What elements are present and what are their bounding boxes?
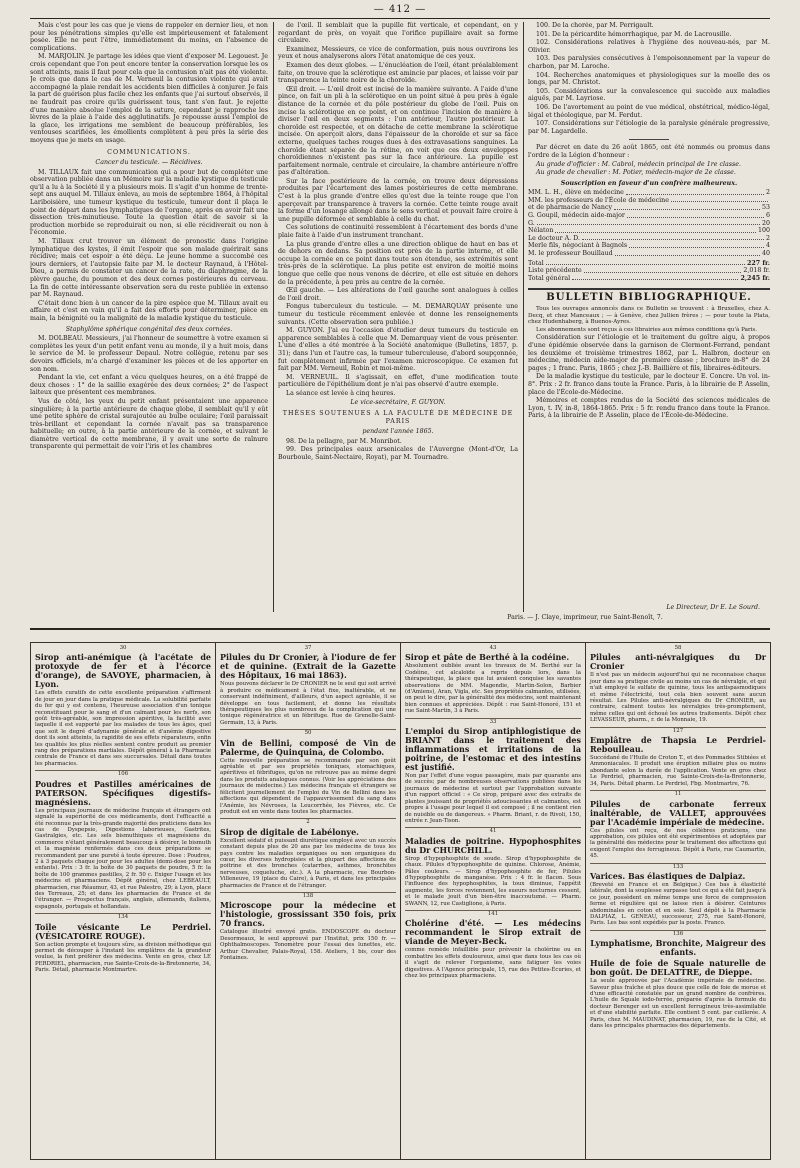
article-column-1: [30, 22, 268, 622]
advert-title: Huile de foie de Squale naturelle de bon goût. De DELATTRE, de Dieppe.: [590, 958, 766, 978]
advert-body: Ces pilules ont reçu, de nos célèbres praticiens, une approbation, ces pilules ont été expérimentées et adoptées par la généralité des médecins pour le traitement des affections qui exigent l'emploi des ferrugineux. Dépôt à Paris, rue Caumartin, 45.: [590, 827, 766, 860]
paragraph: Au grade d'officier : M. Cabrol, médecin principal de 1re classe.: [536, 160, 741, 168]
paragraph: Fongus tuberculeux du testicule. — M. DEMARQUAY présente une tumeur du testicule récemment enlevée et donne les renseignements suivants. (Cette observation sera publiée.): [278, 303, 518, 326]
paragraph: Examen des deux globes. — L'énucléation de l'œil, étant préalablement faite, on trouve que la sclérotique est amincie par places, et laisse voir par transparence la teinte noire de la choroïde.: [278, 61, 518, 85]
paragraph: Pendant la vie, cet enfant a vécu quelques heures, on a été frappé de deux choses : 1° de la saillie exagérée des deux cornées; 2° de l'aspect laiteux que présentent ces membranes.: [30, 374, 268, 397]
subscription-amount: 20: [761, 219, 770, 227]
advert: [405, 917, 581, 982]
paragraph: La plus grande d'entre elles a une direction oblique de haut en bas et de dehors en dedans. Sa position est près de la partie interne, et elle occupe la cornée en ce point dans toute son étendue, ses extrémités sont très-près de la sclérotique. La plus petite est environ de moitié moins longue que celle que nous venons de décrire, et elle est située en dehors de la précédente, à peu près au centre de la cornée.: [278, 240, 518, 286]
advert-number: 30: [119, 645, 127, 651]
subscription-row: [528, 204, 770, 212]
advert-title: Sirop et pâte de Berthé à la codéine.: [405, 652, 570, 663]
advert: [590, 870, 766, 931]
advert: [35, 921, 211, 977]
advert-title: Sirop anti-anémique (à l'acétate de protoxyde de fer et à l'écorce d'orange), de SAVOYE, pharmacien, à Lyon.: [35, 652, 211, 690]
advert: [590, 798, 766, 864]
total-label: Total: [528, 259, 544, 267]
section-heading: THÈSES SOUTENUES A LA FACULTÉ DE MÉDECINE DE PARIS: [282, 410, 514, 425]
subsection-heading: pendant l'année 1865.: [362, 428, 434, 436]
subscription-totals: [528, 260, 770, 283]
thesis-item: 101. De la péricardite hémorrhagique, par M. de Lacrousille.: [536, 30, 732, 38]
grand-total-value: 2,245 fr.: [740, 274, 770, 282]
thesis-item: 105. Considérations sur la convalescence qui succède aux maladies aiguës, par M. Layriose.: [528, 87, 770, 103]
subscription-amount: 53: [761, 204, 770, 212]
advert-title: Maladies de poitrine. Hypophosphites du Dr CHURCHILL.: [405, 835, 581, 855]
section-rule: [30, 628, 770, 630]
paragraph: M. VERNEUIL. Il s'agissait, en effet, d'une modification toute particulière de l'épithélium dont je n'ai pas observé d'autre exemple.: [278, 373, 518, 389]
paragraph: Examinez, Messieurs, ce vice de conformation, puis nous ouvrirons les yeux et nous analyserons alors l'état anatomique de ces yeux.: [278, 45, 518, 61]
advert-title: Microscope pour la médecine et l'histologie, grossissant 350 fois, prix 70 francs.: [220, 900, 396, 929]
advert-column-3: [400, 642, 586, 1160]
paragraph: de l'œil. Il semblait que la pupille fût verticale, et cependant, en y regardant de près, on voyait que l'orifice pupillaire avait sa forme circulaire.: [278, 22, 518, 45]
advert-title: Sirop de digitale de Labélonye.: [220, 826, 359, 837]
subscriber-name: MM. les professeurs de l'École de médecine: [528, 196, 669, 204]
subscription-amount: 4: [765, 242, 770, 250]
subscriber-name: Nélaton: [528, 227, 554, 235]
advert-title: Varices. Bas élastiques de Dalpiaz.: [590, 870, 746, 881]
advert-number: 136: [672, 930, 684, 937]
paragraph: Par décret en date du 26 août 1865, ont été nommés ou promus dans l'ordre de la Légion d'honneur :: [528, 144, 770, 159]
advert-number: 106: [117, 771, 129, 778]
advert: [405, 835, 581, 911]
advert-body: Absolument oubliée avant les travaux de M. Berthé sur la Codéine, cet alcaloïde a repris depuis lors, dans la thérapeutique, la place que lui avaient conquise les savantes observations de MM. Magendie, Martin-Solon, Barbier (d'Amiens), Aran, Vigla, etc. Ses propriétés calmantes, utilisées, on peut le dire, par la généralité des médecins, sont maintenant bien connues et appréciées. Dépôt : rue Saint-Honoré, 151 et rue Saint-Martin, 3 à Paris.: [405, 663, 581, 715]
subscriber-name: MM. L. H., élève en médecine: [528, 189, 624, 197]
column-divider: [273, 22, 274, 612]
subscriber-name: M. le professeur Bouillaud: [528, 250, 613, 258]
paragraph: Mais c'est pour les cas que je viens de rappeler en dernier lieu, et non pour les pénétrations simples qu'elle est impérieusement et fatalement posée. Elle ne peut l'être, immédiatement du moins, en l'absence de complications.: [30, 22, 268, 52]
advert-number: 41: [489, 828, 497, 835]
advert: [220, 651, 396, 730]
subsection-heading: Souscription en faveur d'un confrère malheureux.: [560, 179, 738, 187]
advert-number: 33: [489, 718, 497, 725]
advert-column-1: [30, 642, 216, 1160]
thesis-item: 98. De la pellagre, par M. Monribot.: [286, 437, 402, 445]
paragraph: M. Tillaux crut trouver un élément de pronostic dans l'origine lymphatique des kystes, il émit l'espoir que son malade guérirait sans récidive; mais cet espoir a été déçu. Le jeune homme a succombé ces jours derniers, et l'autopsie faite par M. le docteur Raynaud, à l'Hôtel-Dieu, a permis de constater un cancer de la rate, du diaphragme, de la plèvre gauche, du poumon et des deux cornes postérieures du cerveau. La fin de cette intéressante observation sera du reste publiée in extenso par M. Raynaud.: [30, 238, 268, 299]
advert-number: 138: [302, 892, 314, 899]
subscription-amount: 40: [761, 250, 770, 258]
advert-body: Sirop d'hypophosphite de soude. Sirop d'hypophosphite de chaux. Pilules d'hypophosphite de quinine. Chlorose, Anémie, Pâles couleurs. — Sirop d'hypophosphite de fer, Pilules d'hypophosphite de manganèse. Prix : 4 fr. le flacon. Sous l'influence des hypophosphites, la toux diminue, l'appétit augmente, les forces reviennent, les sueurs nocturnes cessent, et le malade jouit d'un bien-être inaccoutumé. — Pharm. SWANN, 12, rue Castiglione, à Paris.: [405, 855, 581, 907]
bibliography-entry: Considération sur l'étiologie et le traitement du goître aigu, à propos d'une épidémie observée dans la garnison de Clermont-Ferrand, pendant les deuxième et troisième trimestres 1862, par L. Halbron, docteur en médecine, médecin aide-major de première classe ; brochure in-8° de 24 pages ; 1 franc. Paris, 1865 ; chez J.-B. Baillière et fils, libraires-éditeurs.: [528, 334, 770, 372]
grand-total-label: Total général: [528, 274, 571, 282]
subscription-amount: 100: [757, 227, 770, 235]
advert: [35, 778, 211, 915]
subscription-row: [528, 212, 770, 220]
paragraph: Œil gauche. — Les altérations de l'œil gauche sont analogues à celles de l'œil droit.: [278, 287, 518, 302]
bibliography-entry: Mémoires et comptes rendus de la Société des sciences médicales de Lyon, t. IV, in-8, 1864-1865. Prix : 5 fr. rendu franco dans toute la France. Paris, à la librairie de P. Asselin, place de l'École-de-Médecine.: [528, 397, 770, 420]
subscription-row: [528, 235, 770, 243]
advert: [220, 826, 396, 893]
advert: [220, 737, 396, 820]
article-column-3: [528, 22, 770, 607]
advert-column-4: [585, 642, 771, 1160]
advert-number: 43: [489, 645, 497, 651]
advert-title: Emplâtre de Thapsia Le Perdriel-Reboulleau.: [590, 735, 766, 755]
paragraph: Sur la face postérieure de la cornée, on trouve deux dépressions produites par l'écartement des lames postérieures de cette membrane. C'est à la plus grande d'entre elles qu'est due la teinte rouge que l'on aperçevait par transparence à travers la cornée. Cette teinte rouge avait la forme d'un losange allongé dans le sens vertical et pouvait faire croire à une pupille déformée et semblable à celle du chat.: [278, 177, 518, 223]
thesis-item: 100. De la chorée, par M. Perrigault.: [536, 22, 654, 29]
advert-number: 127: [672, 727, 684, 734]
signature: Le vice-secrétaire, F. GUYON.: [350, 398, 446, 406]
advert-body: Les effets curatifs de cette excellente préparation s'affirment de jour en jour dans la pratique médicale. La solubilité parfaite du fer qui y est contenu, l'heureuse association d'un tonique reconstituant pour le sang et d'un calmant pour les nerfs, son goût très-agréable, son impression apéritive, la facilité avec laquelle il est supporté par les malades de tous les âges, quel que soit le degré d'adynamie générale et d'anémie digestive dont ils sont atteints, la rapidité de ses effets réparateurs, enfin les qualités les plus réelles sentent contre produit au premier rang des préparations martiales. Dépôt général à la Pharmacie centrale de France et dans ses succursales. Détail dans toutes les pharmacies.: [35, 690, 211, 767]
advert-number: 11: [674, 791, 682, 798]
thesis-item: 104. Recherches anatomiques et physiologiques sur la moelle des os longs, par M. Christot.: [528, 71, 770, 87]
advert-number: 141: [487, 910, 499, 917]
advert: [220, 899, 396, 964]
advert-body: Non par l'effet d'une vogue passagère, mais par quarante ans de succès; par de nombreuses observations publiées dans les journaux de médecine et surtout par l'approbation suivante d'un rapport officiel : « Ce sirop, préparé avec des extraits de plantes jouissant de propriétés adoucissantes et calmantes, est propre à l'usage pour lequel il est composé ; il ne contient rien de nuisible ou de dangereux. » Pharm. Briant, r. de Rivoli, 150, entrée r. Jean-Tison.: [405, 773, 581, 824]
advert-body: Son action prompte et toujours sûre, sa division méthodique qui permet de découper à l'instant les emplâtres de la grandeur voulue, la font préférer des médecins. Vente en gros, chez LE PERDRIEL, pharmacien, rue Sainte-Croix-de-la-Bretonnerie, 34, Paris. Détail, pharmacie Montmartre.: [35, 941, 211, 974]
advert-number: 134: [117, 914, 129, 921]
article-column-2: [278, 22, 518, 622]
advert-body: Catalogue illustré envoyé gratis. ENDOSCOPE du docteur Desormeaux, le seul approuvé par l'Institut, prix 150 fr. — Ophthalmoscopes. Tonomètre pour l'essai des lunettes, etc. Arthur Chevalier, Palais-Royal, 158. Ateliers, 1 bis, cour des Fontaines.: [220, 929, 396, 961]
paragraph: Au grade de chevalier : M. Potier, médecin-major de 2e classe.: [536, 169, 736, 177]
advert-body: La seule approuvée par l'Académie impériale de médecine. Saveur plus fraîche et plus douce que celle de foie de morue et d'une efficacité constatée par un grand nombre de confrères. L'huile de Squale iodo-ferrée, préparée d'après la formule du docteur Berenger est un excellent ferrugineux très-assimilable et d'une stabilité parfaite. Elle contient 5 cent. par cuillerée. A Paris, chez M. MAUDINAT, pharmacien, 19, rue de la Cité, et dans les principales pharmacies des départements.: [590, 978, 766, 1030]
grand-total-row: [528, 275, 770, 283]
advert-number: 50: [304, 730, 312, 737]
advert-column-2: [215, 642, 401, 1160]
previous-label: Liste précédente: [528, 267, 582, 275]
paragraph: Ces solutions de continuité ressemblent à l'écartement des bords d'une plaie faite à l'aide d'un instrument tranchant.: [278, 224, 518, 240]
previous-value: 2,018 fr.: [743, 267, 770, 275]
advert-body: Il n'est pas un médecin aujourd'hui qui ne reconnaisse chaque jour dans sa pratique civile au moins un cas de névralgie, et qui n'ait employé le sulfate de quinine, tous les antispasmodiques et même l'électricité, tout cela bien souvent sans aucun résultat. Les Pilules anti-névralgiques du Dr CRONIER, au contraire, calment toutes les névralgies très-promptement, même celles qui ont échoué les autres traitements. Dépôt chez LEVASSEUR, pharm., r. de la Monnaie, 19.: [590, 672, 766, 724]
thesis-item: 103. Des paralysies consécutives à l'empoisonnement par la vapeur de charbon, par M. Laroche.: [528, 55, 770, 70]
subscriber-name: et de pharmacie de Nancy: [528, 204, 613, 212]
advert-title: Cholérine d'été. — Les médecins recommandent le Sirop extrait de viande de Meyer-Beck.: [405, 918, 581, 947]
printer-imprint: Paris. — J. Claye, imprimeur, rue Saint-Benoît, 7.: [507, 614, 663, 621]
advert-body: Nous pouvons déclarer le Dr CRONIER ne le seul qui soit arrivé à produire ce médicament à l'état fixe, inaltérable, et ne conservant indéfiniment, d'ailleurs, d'un aspect agréable, il se développe en tous facilement, et donne les résultats thérapeutiques les plus nombreux de la complication qui une tonique régénératrice et un fébrifuge. Rue de Grenelle-Saint-Germain, 13, à Paris.: [220, 681, 396, 726]
subscription-row: [528, 242, 770, 250]
subscription-list: [528, 189, 770, 257]
bibliography-entry: De la maladie kystique du testicule, par le docteur E. Concre. Un vol. in-8°. Prix : 2 fr. franco dans toute la France. Paris, à la librairie de P. Asselin, place de l'École-de-Médecine.: [528, 373, 770, 396]
section-heading: COMMUNICATIONS.: [107, 148, 191, 156]
page-number: — 412 —: [373, 4, 427, 15]
subscription-amount: 2: [765, 234, 770, 242]
paragraph: C'était donc bien à un cancer de la pire espèce que M. Tillaux avait eu affaire et c'est en vain qu'il a fait des efforts pour déterminer, pièce en main, la bénignité ou la malignité de la maladie kystique du testicule.: [30, 299, 268, 322]
subscription-row: [528, 250, 770, 258]
advert-title: Toile vésicante Le Perdriel. (VÉSICATOIRE ROUGE).: [35, 921, 211, 941]
divider: [629, 139, 669, 140]
advert-number: 58: [674, 645, 682, 651]
total-value: 227 fr.: [747, 259, 770, 267]
advert-title: L'emploi du Sirop antiphlogistique de BRIANT dans le traitement des inflammations et irritations de la poitrine, de l'estomac et des intestins est justifié.: [405, 726, 581, 773]
subscriber-name: Merle fils, négociant à Bagnols: [528, 242, 628, 250]
thesis-item: 102. Considérations relatives à l'hygiène des nouveau-nés, par M. Olivier.: [528, 39, 770, 54]
advert-body: Les principaux journaux de médecine français et étrangers ont signalé la supériorité de ces médicaments, dont l'efficacité a été reconnue par la très-grande majorité des praticiens dans les cas de Dyspepsie, Digestions laborieuses, Gastrites, Gastralgies, etc. Les sels bismuthiques et magnésiens du commerce n'étant généralement beaucoup à désirer, le bismuth et la magnésie renfermés dans ces deux préparations se recommandent par une pureté à toute épreuve. Dose : Poudres, 2 à 3 paquets chaque jour pour les adultes (demi-dose pour les enfants). Prix : 3 fr. la boîte de 30 paquets de poudre, 5 fr. la boîte de 100 grammes pastilles, 2 fr. 50 c. Exiger l'usage et les médecins et pharmaciens. Dépôt général, chez LEBEAULT, pharmacien, rue Réaumur, 43, et rue Palestro, 29; à Lyon, place des Terreaux, 25; et dans les pharmacies de France et de l'étranger. — Prospectus français, anglais, allemands, italiens, espagnols, portugais et hollandais.: [35, 807, 211, 910]
advert-body: Cette nouvelle préparation se recommande par son goût agréable et par ses propriétés toniques, stomachiques, apéritives et fébrifuges, qu'on ne retrouve pas au même degré dans les produits analogues connus. (Voir les appréciations des journaux de médecine.) Les médecins français et étrangers se félicitent journellement de l'emploi du Vin de Bellini dans les affections qui dépendent de l'appauvrissement du sang dans l'Anémie, les Névroses, la Leucorrhée, les Fièvres, etc. Ce produit est en vente dans toutes les pharmacies.: [220, 757, 396, 815]
thesis-item: 107. Considérations sur l'étiologie de la paralysie générale progressive, par M. Lagardelle.: [528, 120, 770, 135]
paragraph: La séance est levée à cinq heures.: [286, 389, 396, 397]
advert: [590, 734, 766, 791]
subscription-amount: 6: [765, 212, 770, 220]
subsection-heading: Cancer du testicule. — Récidives.: [95, 159, 203, 167]
subscription-row: [528, 189, 770, 197]
advert: [405, 725, 581, 828]
advert-body: Succédané de l'Huile de Croton T., et des Pommades Stibiées et Ammoniacales. Il produit une éruption miliaire plus ou moins abondante selon la durée de l'application. Vente en gros chez Le Perdriel, pharmacien, rue Sainte-Croix-de-la-Bretonnerie, 34, Paris. Détail pharm. Le Perdriel, Fbg. Montmartre, 76.: [590, 755, 766, 787]
paragraph: M. MARJOLIN. Je partage les idées que vient d'exposer M. Legouest. Je crois cependant que l'on peut encore tenter la conservation lorsque les os sont atteints, mais il faut pour cela que la contusion n'ait pas été violente. Je crois que dans le cas de M. Verneuil la contusion violente qui avait accompagné la plaie rendait les accidents bien difficiles à conjurer. Je fais la part de guérison plus facile chez les enfants que j'ai surtout observés, il ne faudrait pas croire qu'ils guérissent tous, tant s'en faut. Je rejette d'une manière absolue l'emploi de la suture, cependant je rapproche les lèvres de la plaie à l'aide des agglutinatifs. Je repousse aussi l'emploi de la glace, les irrigations me semblent de beaucoup préférables, les ventouses scarifiées, les émollients complètent à peu près la série des moyens que je mets en usage.: [30, 53, 268, 144]
advert-body: Excellent sédatif et puissant diurétique employé avec un succès constant depuis plus de 20 ans par les médecins de tous les pays contre les maladies organiques ou non organiques du cœur, les diverses hydropisies et la plupart des affections de poitrine et des bronches (catarrhes, asthmes, bronchites nerveuses, coqueluche, etc.). A la pharmacie, rue Bourbon-Villeneuve, 19 (place du Caire), à Paris, et dans les principales pharmacies de France et de l'étranger.: [220, 837, 396, 889]
paragraph: Les abonnements sont reçus à ces librairies aux mêmes conditions qu'à Paris.: [536, 326, 758, 333]
advert-number: 2: [306, 819, 310, 826]
advert: [405, 651, 581, 718]
column-divider: [523, 22, 524, 612]
advert-title: Vin de Bellini, composé de Vin de Palerme, de Quinquina, de Colombo.: [220, 737, 396, 757]
advert: [590, 651, 766, 727]
subscription-row: [528, 197, 770, 205]
paragraph: Tous les ouvrages annoncés dans ce Bulletin se trouvent : à Bruxelles, chez A. Decq, et chez Manceaux ; — à Genève, chez Jullien frères ; — pour toute la Plata, chez Hudenhaberg, à Buenos-Ayres.: [528, 306, 770, 326]
advert-number: 133: [672, 863, 684, 870]
thesis-item: 99. Des principales eaux arsenicales de l'Auvergne (Mont-d'Or, La Bourboule, Saint-Nectaire, Royat), par M. Tournadre.: [278, 446, 518, 462]
subscription-amount: 2: [765, 189, 770, 197]
paragraph: M. DOLBEAU. Messieurs, j'ai l'honneur de soumettre à votre examen si complètes les yeux d'un petit enfant venu au monde, il y a huit mois, dans le service de M. le professeur Depaul. Notre collègue, retenu par ses devoirs officiels, m'a chargé d'examiner les pièces et de les apporter en son nom.: [30, 335, 268, 373]
subsection-heading: Staphylôme sphérique congénital des deux cornées.: [65, 325, 233, 333]
advert-title: Pilules de carbonate ferreux inaltérable, de VALLET, approuvées par l'Académie impériale de médecine.: [590, 798, 766, 827]
advert: [35, 651, 211, 771]
paragraph: Œil droit. — L'œil droit est incisé de la manière suivante. A l'aide d'une pince, on fait un pli à la sclérotique en un point situé à peu près à égale distance de la cornée et du pôle postérieur du globe de l'œil. Puis on incise la sclérotique en ce point, et on continue l'incision de manière à diviser l'œil en deux segments : l'un antérieur, l'autre postérieur. La choroïde est respectée, et on détache de cette membrane la sclérotique incisée. On aperçoit alors, dans l'épaisseur de la choroïde et sur sa face externe, quelques taches rouges dues à des extravasations sanguines. La choroïde étant séparée de la rétine, on voit que ces deux enveloppes choroïdiennes n'existent pas sur la face antérieure. La pupille est parfaitement normale, centrale et circulaire, la chambre antérieure n'offre pas d'altération.: [278, 85, 518, 177]
paragraph: M. TILLAUX fait une communication qui a pour but de compléter une observation publiée dans un Mémoire sur la maladie kystique du testicule qu'il a lu à la Société il y a plusieurs mois. Il s'agit d'un homme de trente-sept ans auquel M. Tillaux enleva, au mois de septembre 1864, à l'hôpital Lariboisière, une tumeur kystique du testicule, tumeur dont il plaça le point de départ dans les lymphatiques de l'organe, après en avoir fait une dissection très-minutieuse. Toute la question était de savoir si la production morbide se reproduirait ou non, si elle récidiverait ou non à l'économie.: [30, 168, 268, 237]
paragraph: M. GUYON. J'ai eu l'occasion d'étudier deux tumeurs du testicule en apparence semblables à celle que M. Demarquay vient de vous présenter. L'une d'elles a été montrée à la Société anatomique (Bulletins, 1857, p. 31); dans l'un et l'autre cas, la tumeur tuberculeuse, d'abord soupçonnée, fut complètement infirmée par l'examen microscopique. Ce examen fut fait par MM. Verneuil, Robin et moi-même.: [278, 327, 518, 373]
advert-title: Poudres et Pastilles américaines de PATERSON. Spécifiques digestifs-magnésiens.: [35, 778, 211, 807]
advert-title: Pilules anti-névralgiques du Dr Cronier: [590, 652, 766, 672]
subscription-row: [528, 220, 770, 228]
paragraph: Vus de côté, les yeux du petit enfant présentaient une apparence singulière; à la partie antérieure de chaque globe, il semblait qu'il y eût une petite sphère de cristal surajoutée au bulbe oculaire; l'œil paraissait très-brillant et cependant la cornée n'avait pas sa transparence habituelle; en outre, à la partie antérieure de la cornée, et suivant le diamètre vertical de cette membrane, il y avait une sorte de raînure transparente qui permettait de voir l'iris et les chambres: [30, 397, 268, 451]
advert-body: comme remède infaillible pour prévenir la cholérine ou en combattre les effets douloureux, ainsi que dans tous les cas où il s'agit de relever l'organisme, sans fatiguer les voies digestives. A l'Agence principale, 15, rue des Petites-Écuries, et chez les principaux pharmaciens.: [405, 947, 581, 979]
advert: [590, 937, 766, 1032]
divider: [528, 288, 770, 290]
subscriber-name: G.: [528, 219, 535, 227]
bulletin-heading: BULLETIN BIBLIOGRAPHIQUE.: [546, 292, 752, 304]
subscription-row: [528, 227, 770, 235]
thesis-item: 106. De l'avortement au point de vue médical, obstétrical, médico-légal, légal et théologique, par M. Ferdut.: [528, 103, 770, 119]
director-signature: Le Directeur, Dr E. Le Sourd.: [666, 604, 760, 611]
advert-title: Lymphatisme, Bronchite, Maigreur des enfants.: [590, 938, 766, 958]
subscriber-name: G. Goupil, médecin aide-major: [528, 212, 625, 220]
subscriber-name: Le docteur A. D.: [528, 234, 580, 242]
total-row: [528, 260, 770, 268]
header-rule: [30, 18, 770, 19]
previous-row: [528, 267, 770, 275]
advert-title: Pilules du Dr Cronier, à l'iodure de fer et de quinine. (Extrait de la Gazette des Hôpitaux, 16 mai 1863).: [220, 652, 396, 681]
advert-number: 37: [304, 645, 312, 651]
advert-body: (Breveté en France et en Belgique.) Ces bas à élasticité latérale, dont la souplesse surpasse tout ce qui a été fait jusqu'à ce jour, possèdent en même temps une force de compression ferme et régulière qui ne laisse rien à désirer. Ceintures abdominales en coton et en soie. Seul dépôt à la Pharmacie DALPIAZ, L. GENEAU, successeur, 275, rue Saint-Honoré, Paris. Les bas sont expédiés par la poste. Franco.: [590, 881, 766, 927]
